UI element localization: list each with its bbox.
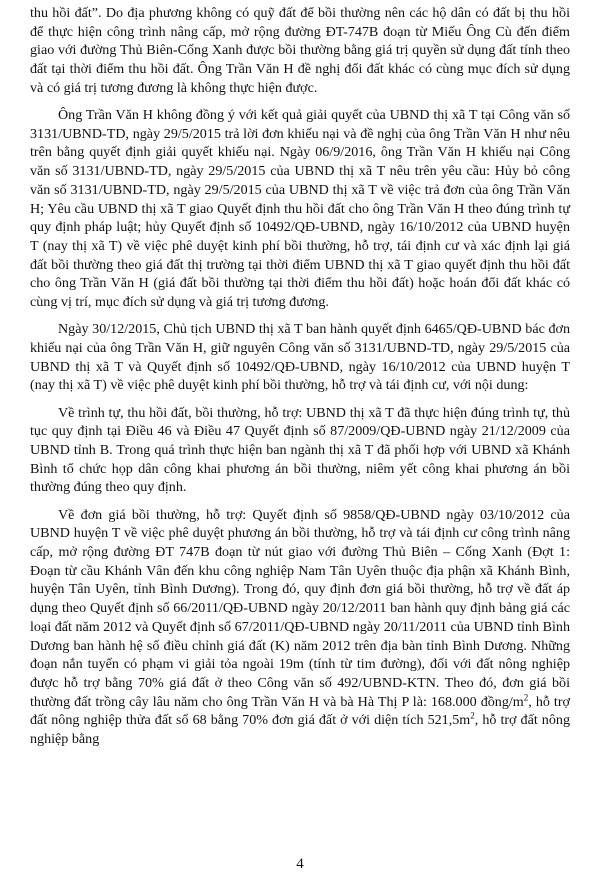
- paragraph-decision-6465: Ngày 30/12/2015, Chủ tịch UBND thị xã T ban hành quyết định 6465/QĐ-UBND bác đơn khiếu nại của ông Trần Văn H, giữ nguyên Công văn số 3131/UBND-TD, ngày 29/5/2015 của UBND thị xã T và Quyết định số 10492/QĐ-UBND, ngày 16/10/2012 của UBND huyện T (nay thị xã T) về việc phê duyệt kinh phí bồi thường, hỗ trợ và tái định cư, với nội dung:: [30, 321, 570, 394]
- compensation-text-part1: Về đơn giá bồi thường, hỗ trợ: Quyết định số 9858/QĐ-UBND ngày 03/10/2012 của UBND huyện T về việc phê duyệt phương án bồi thường, hỗ trợ và tái định cư công trình nâng cấp, mở rộng đường ĐT 747B đoạn từ nút giao với đường Thủ Biên – Cống Xanh (Đợt 1: Đoạn từ cầu Khánh Vân đến khu công nghiệp Nam Tân Uyên thuộc địa phận xã Khánh Bình, huyện Tân Uyên, tỉnh Bình Dương). Trong đó, quy định đơn giá bồi thường, hỗ trợ về đất áp dụng theo Quyết định số 66/2011/QĐ-UBND ngày 20/12/2011 ban hành quy định bảng giá các loại đất năm 2012 và Quyết định số 67/2011/QĐ-UBND ngày 20/11/2011 của UBND tỉnh Bình Dương ban hành hệ số điều chỉnh giá đất (K) năm 2012 trên địa bàn tỉnh Bình Dương. Những đoạn nắn tuyến có phạm vi giải tỏa ngoài 19m (tính từ tim đường), đối với đất nông nghiệp được hỗ trợ bằng 70% giá đất ở theo Công văn số 492/UBND-KTN. Theo đó, đơn giá bồi thường đất trồng cây lâu năm cho ông Trần Văn H và bà Hà Thị P là: 168.000 đồng/m: [30, 506, 570, 710]
- superscript-m2-b: 2: [470, 710, 475, 721]
- superscript-m2-a: 2: [523, 691, 529, 702]
- compensation-text-part2: , hỗ trợ đất nông nghiệp thửa đất số 68 bằng 70% đơn giá đất ở với diện tích 521,5m: [30, 693, 570, 729]
- paragraph-continuation: thu hồi đất”. Do địa phương không có quỹ đất để bồi thường nên các hộ dân có đất bị thu hồi để thực hiện công trình nâng cấp, mở rộng đường ĐT-747B đoạn từ Miếu Ông Cù đến điểm giao với đường Thủ Biên-Cống Xanh được bồi thường bằng giá trị quyền sử dụng đất tính theo đất tại thời điểm thu hồi đất. Ông Trần Văn H đề nghị đổi đất khác có cùng mục đích sử dụng và có giá trị tương đương là không thực hiện được.: [30, 5, 570, 96]
- paragraph-compensation-price: [30, 506, 570, 749]
- paragraph-procedure: Về trình tự, thu hồi đất, bồi thường, hỗ trợ: UBND thị xã T đã thực hiện đúng trình tự, thủ tục quy định tại Điều 46 và Điều 47 Quyết định số 87/2009/QĐ-UBND ngày 21/12/2009 của UBND tỉnh B. Trong quá trình thực hiện ban ngành thị xã T đã phối hợp với UBND xã Khánh Bình tổ chức họp dân công khai phương án bồi thường, niêm yết công khai phương án bồi thường đúng theo quy định.: [30, 404, 570, 496]
- compensation-text-part3: , hỗ trợ đất nông nghiệp bằng: [30, 712, 570, 748]
- page-number: 4: [296, 856, 304, 872]
- paragraph-complaint: Ông Trần Văn H không đồng ý với kết quả giải quyết của UBND thị xã T tại Công văn số 3131/UBND-TD, ngày 29/5/2015 trả lời đơn khiếu nại và đề nghị của ông Trần Văn H như nêu trên bằng quyết định giải quyết khiếu nại. Ngày 06/9/2016, ông Trần Văn H khiếu nại Công văn số 3131/UBND-TD, ngày 29/5/2015 của UBND thị xã T nêu trên yêu cầu: Hủy bỏ công văn số 3131/UBND-TD, ngày 29/5/2015 của UBND thị xã T về việc trả đơn của ông Trần Văn H; Yêu cầu UBND thị xã T giao Quyết định thu hồi đất cho ông Trần Văn H theo đúng trình tự quy định pháp luật; hủy Quyết định số 10492/QĐ-UBND, ngày 16/10/2012 của UBND huyện T (nay thị xã T) về việc phê duyệt kinh phí bồi thường, hỗ trợ, tái định cư và xác định lại giá đất bồi thường theo giá đất thị trường tại thời điểm UBND thị xã T giao quyết định thu hồi đất cho ông Trần Văn H (giá đất bồi thường tại thời điểm thu hồi đất) hoặc hoán đổi đất khác có cùng vị trí, mục đích sử dụng và giá trị tương đương.: [30, 107, 570, 311]
